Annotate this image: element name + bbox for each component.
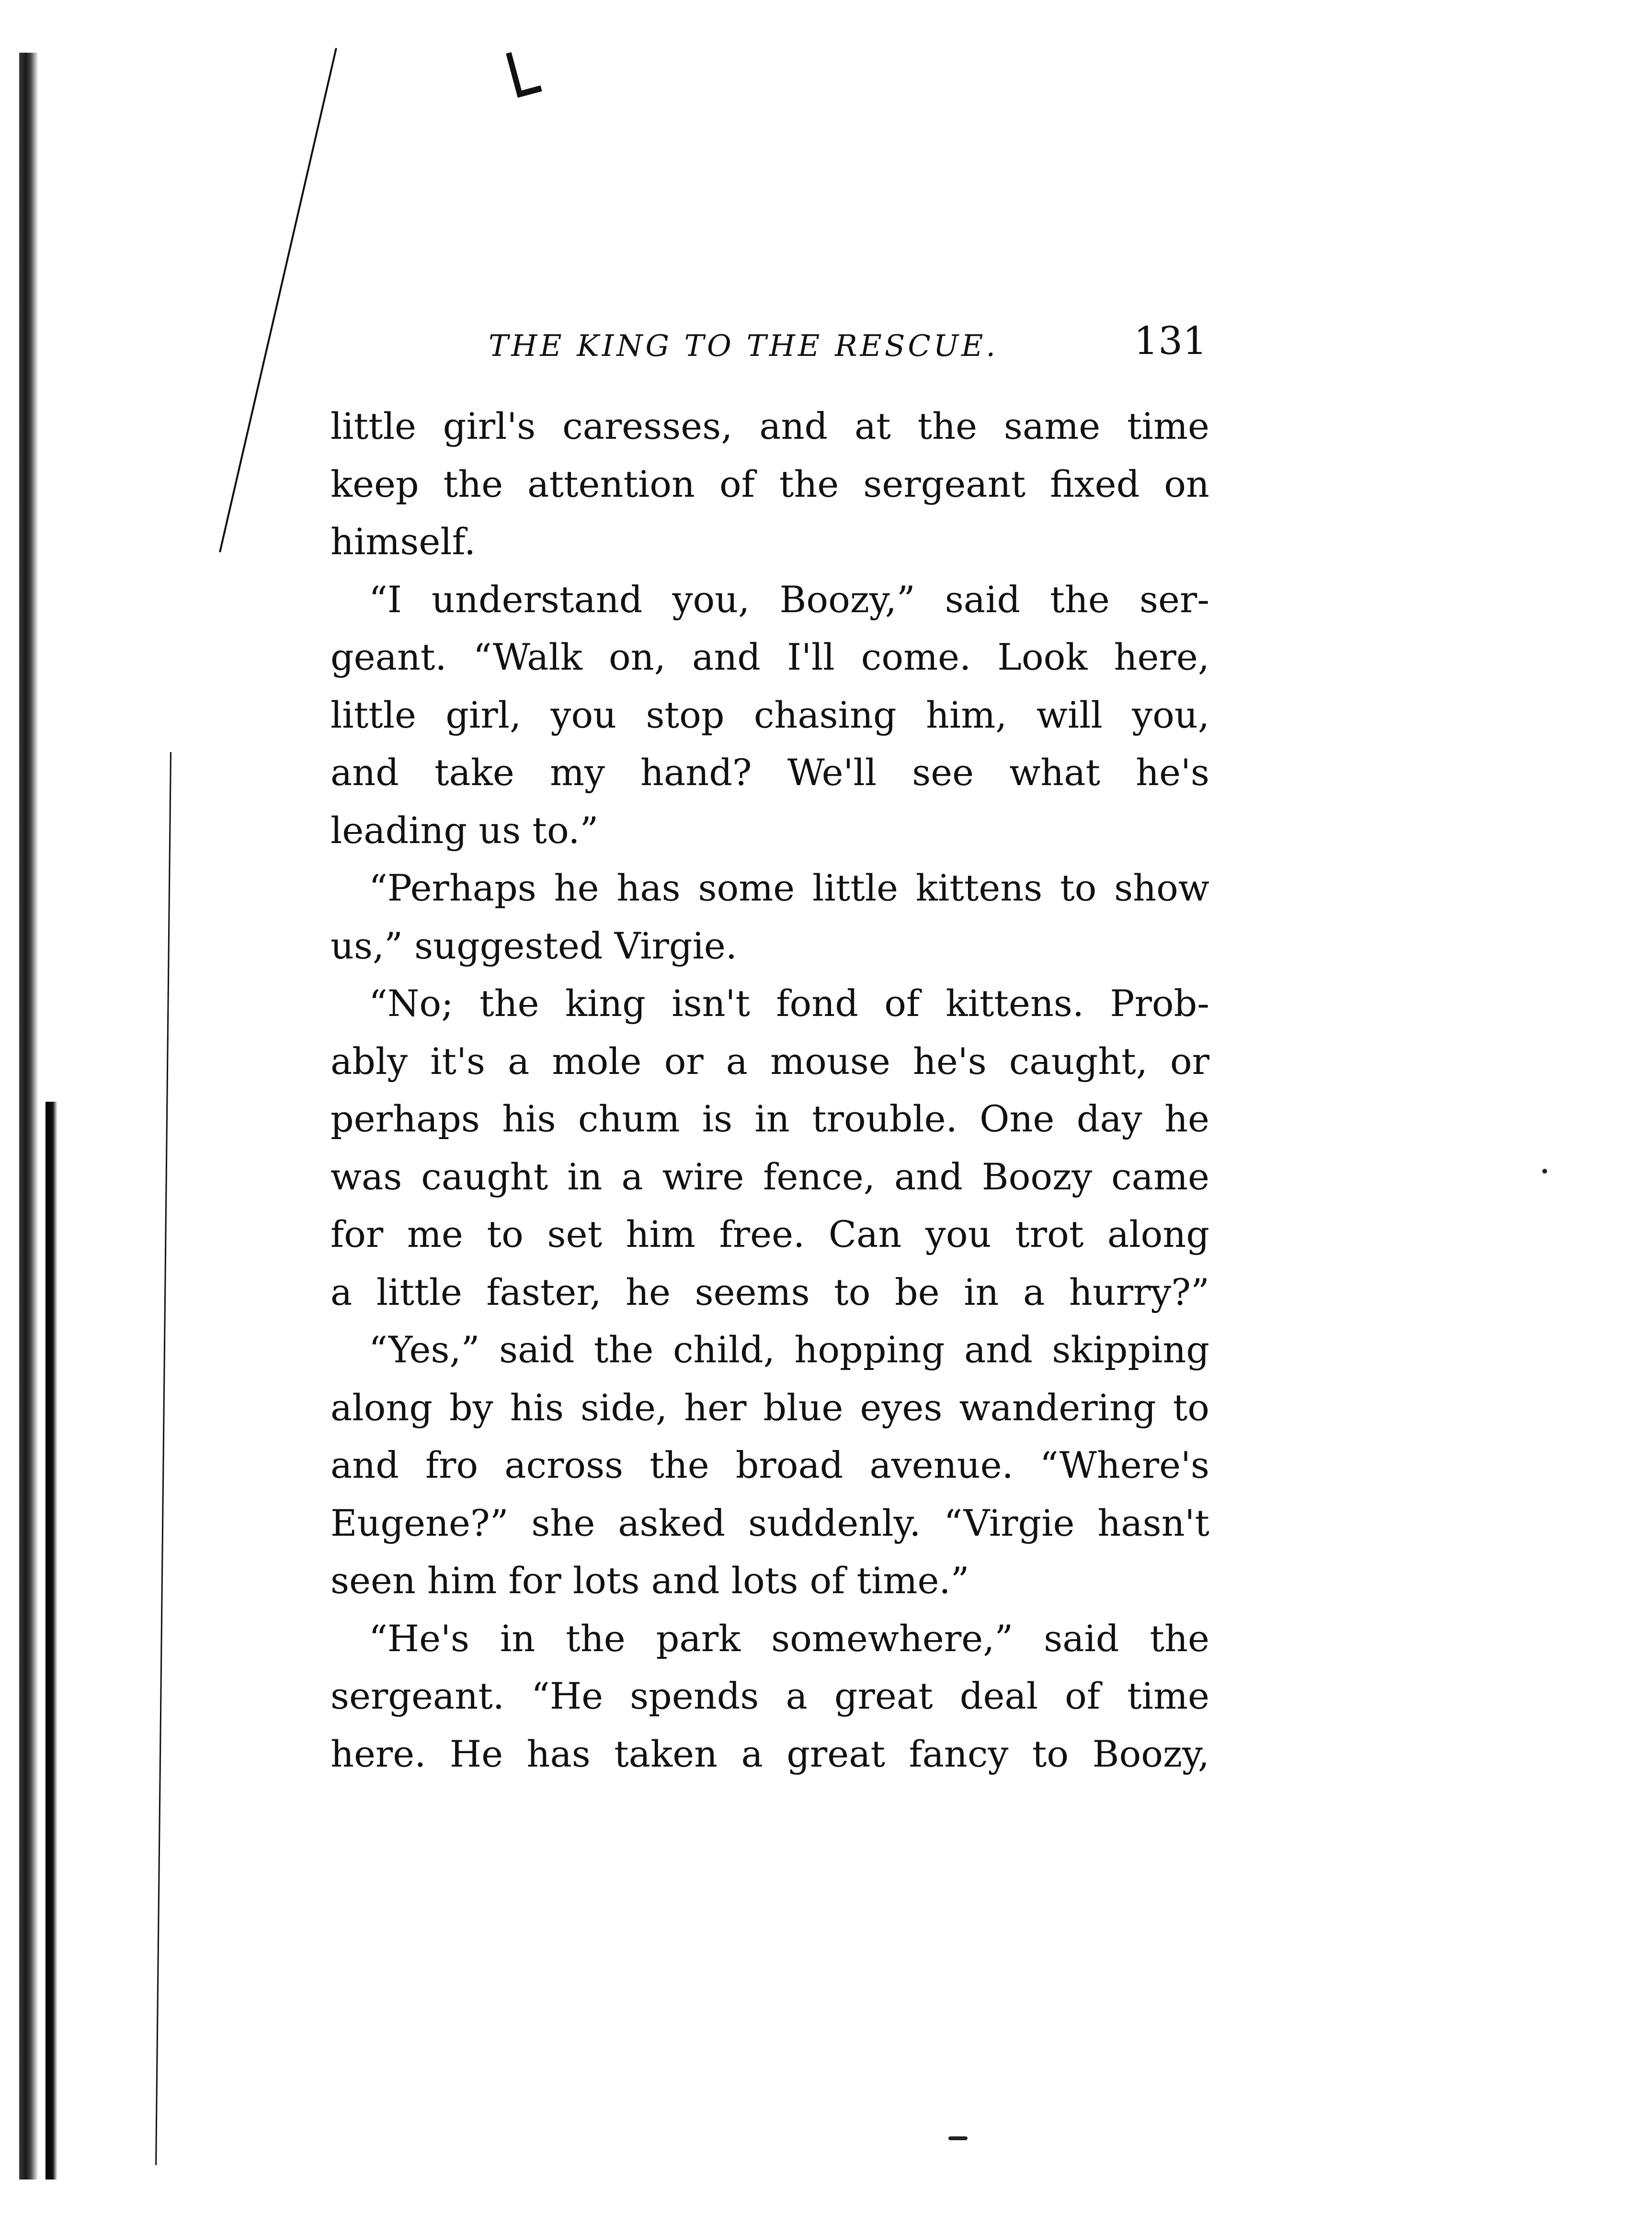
text-line: and fro across the broad avenue. “Where's [330, 1444, 1209, 1486]
text-line: leading us to.” [330, 809, 599, 852]
text-line: a little faster, he seems to be in a hurry?” [330, 1270, 1209, 1313]
text-line: us,” suggested Virgie. [330, 924, 737, 967]
text-line: was caught in a wire fence, and Boozy came [330, 1155, 1209, 1198]
text-line: little girl's caresses, and at the same time [330, 405, 1209, 447]
text-line: for me to set him free. Can you trot along [330, 1213, 1209, 1255]
text-line: himself. [330, 520, 476, 563]
text-line: perhaps his chum is in trouble. One day he [330, 1097, 1209, 1140]
running-header [489, 319, 1207, 371]
handwritten-mark: └ [488, 48, 552, 140]
pencil-stroke-left [155, 752, 171, 2165]
binding-shadow-lower [46, 1102, 57, 2179]
text-line: “He's in the park somewhere,” said the [369, 1617, 1209, 1660]
text-line: ably it's a mole or a mouse he's caught, or [330, 1039, 1209, 1083]
binding-shadow [19, 53, 38, 2179]
pencil-stroke-top [219, 48, 337, 552]
text-line: sergeant. “He spends a great deal of time [330, 1675, 1209, 1717]
ink-speck [948, 2136, 968, 2140]
text-line: little girl, you stop chasing him, will you, [330, 693, 1209, 736]
body-text [330, 398, 1209, 1783]
page-number: 131 [1134, 319, 1207, 363]
text-line: Eugene?” she asked suddenly. “Virgie hasn't [330, 1501, 1209, 1544]
text-line: keep the attention of the sergeant fixed on [330, 462, 1209, 505]
text-line: and take my hand? We'll see what he's [330, 751, 1209, 794]
running-title: THE KING TO THE RESCUE. [489, 328, 999, 363]
text-line: “I understand you, Boozy,” said the ser- [369, 578, 1209, 621]
text-line: “Yes,” said the child, hopping and skipping [369, 1328, 1209, 1371]
text-line: here. He has taken a great fancy to Boozy, [330, 1732, 1209, 1775]
text-line: along by his side, her blue eyes wandering to [330, 1386, 1209, 1429]
ink-speck [1542, 1169, 1547, 1174]
text-line: geant. “Walk on, and I'll come. Look here, [330, 636, 1209, 678]
text-line: “No; the king isn't fond of kittens. Prob- [369, 982, 1209, 1025]
text-line: seen him for lots and lots of time.” [330, 1559, 969, 1602]
text-line: “Perhaps he has some little kittens to show [369, 867, 1209, 909]
